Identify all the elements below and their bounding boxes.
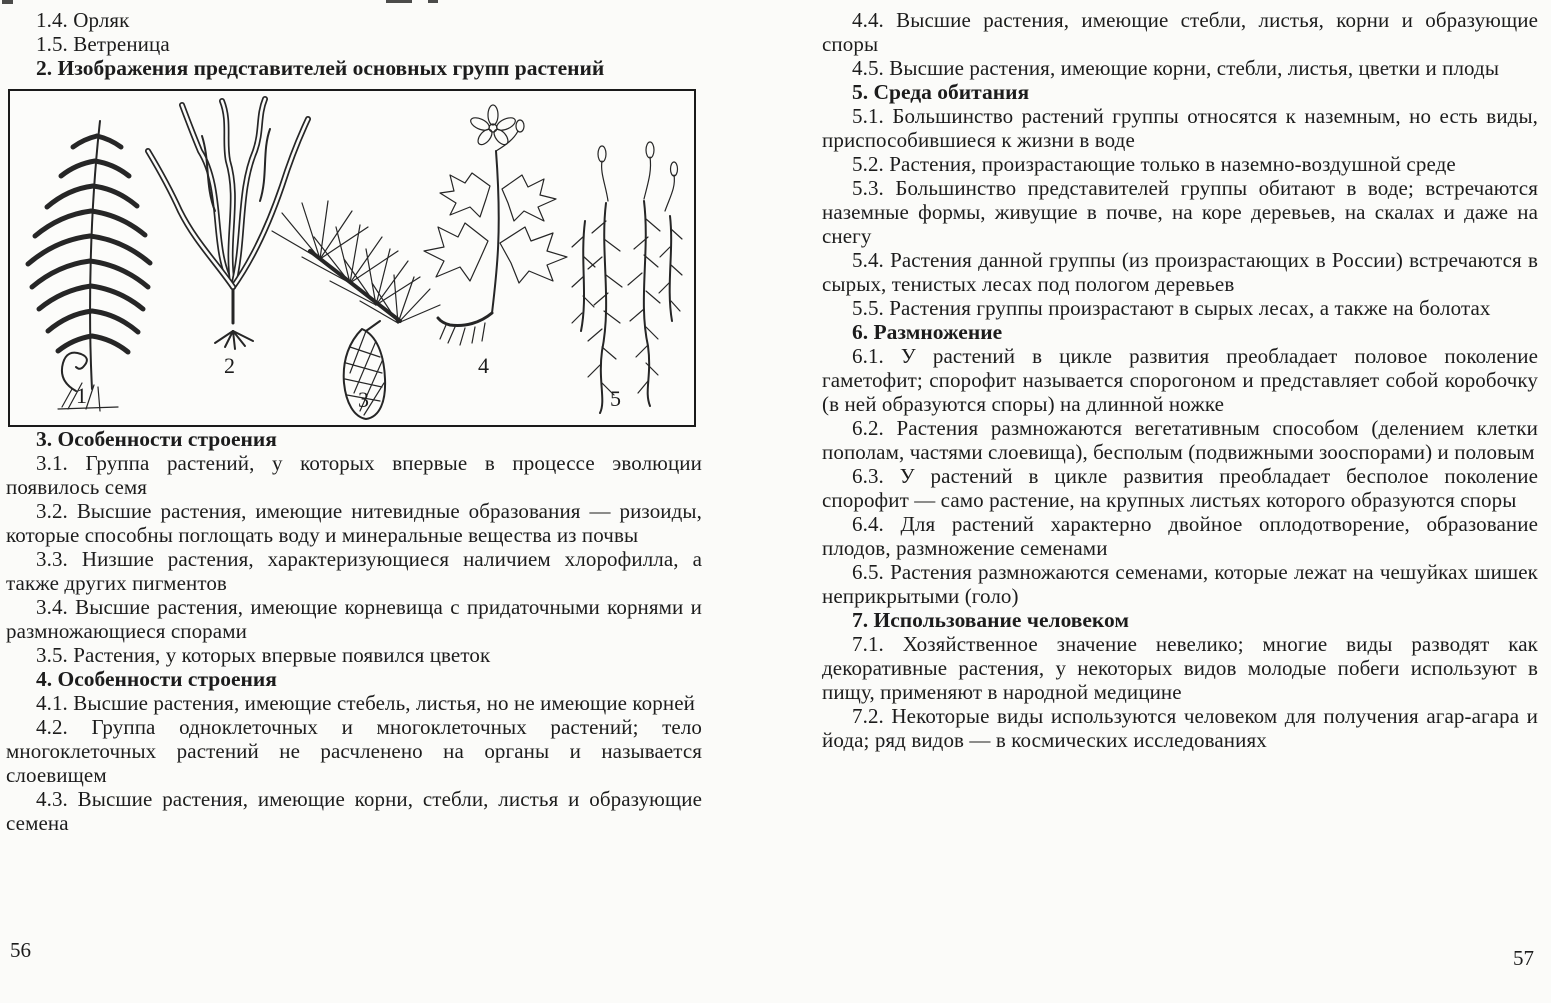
paragraph-5-1: 5.1. Большинство растений группы относятся к наземным, но есть виды, приспособившиеся к жизни в воде — [822, 104, 1538, 152]
section-5-heading: 5. Среда обитания — [852, 80, 1030, 104]
pine-branch-illustration — [272, 201, 440, 419]
fern-illustration — [28, 121, 150, 411]
figure-label-2: 2 — [224, 353, 235, 378]
book-page-right — [822, 8, 1538, 752]
paragraph-3-5: 3.5. Растения, у которых впервые появился цветок — [36, 643, 491, 667]
paragraph-3-1: 3.1. Группа растений, у которых впервые в процессе эволюции появилось семя — [6, 451, 702, 499]
paragraph-7-1: 7.1. Хозяйственное значение невелико; многие виды разводят как декоративные растения, у некоторых видов молодые побеги используют в пищу, применяют в народной медицине — [822, 632, 1538, 704]
algae-illustration — [148, 99, 308, 349]
paragraph-7-2: 7.2. Некоторые виды используются человеком для получения агар-агара и йода; ряд видов — в космических исследованиях — [822, 704, 1538, 752]
section-4-heading: 4. Особенности строения — [36, 667, 277, 691]
book-page-left — [6, 8, 702, 835]
paragraph-3-3: 3.3. Низшие растения, характеризующиеся наличием хлорофилла, а также других пигментов — [6, 547, 702, 595]
figure-label-3: 3 — [358, 387, 369, 412]
section-3-heading: 3. Особенности строения — [36, 427, 277, 451]
paragraph-4-2: 4.2. Группа одноклеточных и многоклеточных растений; тело многоклеточных растений не расчленено на органы и называется слоевищем — [6, 715, 702, 787]
figure-label-5: 5 — [610, 386, 621, 411]
paragraph-6-5: 6.5. Растения размножаются семенами, которые лежат на чешуйках шишек неприкрытыми (голо) — [822, 560, 1538, 608]
section-2-heading: 2. Изображения представителей основных групп растений — [36, 56, 605, 80]
paragraph-4-5: 4.5. Высшие растения, имеющие корни, стебли, листья, цветки и плоды — [852, 56, 1500, 80]
paragraph-4-4: 4.4. Высшие растения, имеющие стебли, листья, корни и образующие споры — [822, 8, 1538, 56]
paragraph-6-1: 6.1. У растений в цикле развития преобладает половое поколение гаметофит; спорофит называется спорогоном и представляет собой коробочку (в ней образуются споры) на длинной ножке — [822, 344, 1538, 416]
paragraph-4-3: 4.3. Высшие растения, имеющие корни, стебли, листья и образующие семена — [6, 787, 702, 835]
paragraph-6-4: 6.4. Для растений характерно двойное оплодотворение, образование плодов, размножение семенами — [822, 512, 1538, 560]
page-number-57: 57 — [1513, 946, 1534, 970]
figure-label-1: 1 — [76, 383, 87, 408]
paragraph-5-3: 5.3. Большинство представителей группы обитают в воде; встречаются наземные формы, живущие в почве, на коре деревьев, на скалах и даже на снегу — [822, 176, 1538, 248]
paragraph-5-5: 5.5. Растения группы произрастают в сырых лесах, а также на болотах — [852, 296, 1491, 320]
section-6-heading: 6. Размножение — [852, 320, 1003, 344]
paragraph-6-3: 6.3. У растений в цикле развития преобладает бесполое поколение спорофит — само растение, на крупных листьях которого образуются споры — [822, 464, 1538, 512]
scan-artifact — [386, 0, 412, 3]
list-item-1-5: 1.5. Ветреница — [36, 32, 170, 56]
plant-groups-figure — [8, 89, 696, 427]
moss-illustration — [572, 142, 682, 413]
scan-artifact — [2, 0, 13, 4]
flowering-plant-illustration — [424, 105, 567, 345]
figure-label-4: 4 — [478, 353, 489, 378]
plant-figure-drawing — [10, 91, 694, 425]
list-item-1-4: 1.4. Орляк — [36, 8, 130, 32]
paragraph-4-1: 4.1. Высшие растения, имеющие стебель, листья, но не имеющие корней — [36, 691, 695, 715]
paragraph-3-2: 3.2. Высшие растения, имеющие нитевидные образования — ризоиды, которые способны поглощать воду и минеральные вещества из почвы — [6, 499, 702, 547]
paragraph-5-2: 5.2. Растения, произрастающие только в наземно-воздушной среде — [852, 152, 1456, 176]
section-7-heading: 7. Использование человеком — [852, 608, 1130, 632]
scan-artifact — [428, 0, 438, 3]
paragraph-5-4: 5.4. Растения данной группы (из произрастающих в России) встречаются в сырых, тенистых лесах под пологом деревьев — [822, 248, 1538, 296]
paragraph-6-2: 6.2. Растения размножаются вегетативным способом (делением клетки пополам, частями слоевища), бесполым (подвижными зооспорами) и половым — [822, 416, 1538, 464]
page-number-56: 56 — [10, 938, 31, 962]
paragraph-3-4: 3.4. Высшие растения, имеющие корневища с придаточными корнями и размножающиеся спорами — [6, 595, 702, 643]
